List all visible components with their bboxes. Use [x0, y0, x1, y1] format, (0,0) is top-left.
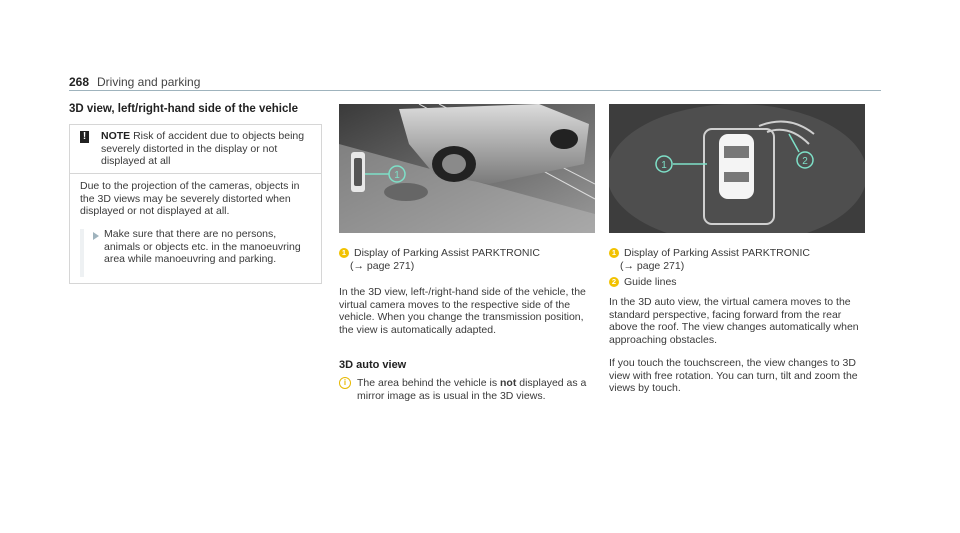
note-bullet: Make sure that there are no persons, animals or objects etc. in the manoeuvring area while manoeuvring and parking. — [104, 228, 301, 265]
note-box — [69, 124, 322, 284]
bullet-bar — [80, 229, 84, 277]
note-label: NOTE — [101, 130, 131, 142]
info-text — [357, 377, 593, 402]
page-ref-link[interactable]: (→ page 271) — [620, 259, 685, 272]
page-ref-link[interactable]: (→ page 271) — [350, 259, 415, 272]
subheading: 3D auto view — [339, 359, 407, 371]
section-title: Driving and parking — [97, 75, 201, 89]
callout-1: 1 — [661, 160, 667, 171]
legend-item — [339, 247, 579, 272]
arrow-right-icon — [93, 232, 99, 240]
legend-label: Guide lines — [624, 276, 677, 288]
callout-2: 2 — [802, 156, 808, 167]
paragraph: In the 3D auto view, the virtual camera moves to the standard perspective, facing forward from the rear above the roof. The view changes automatically when approaching obstacles. — [609, 296, 859, 346]
legend-number: 1 — [339, 248, 349, 258]
paragraph: In the 3D view, left-/right-hand side of the vehicle, the virtual camera moves to the respective side of the vehicle. When you change the transmission position, the view is automatically adapted. — [339, 286, 586, 336]
info-icon: i — [339, 377, 351, 389]
note-head-text: Risk of accident due to objects being severely distorted in the display or not displayed at all — [101, 130, 305, 167]
info-text-bold: not — [500, 377, 517, 389]
callout-1: 1 — [394, 170, 400, 181]
exclamation-icon: ! — [80, 131, 89, 143]
info-text-part: The area behind the vehicle is — [357, 377, 501, 389]
paragraph: If you touch the touchscreen, the view changes to 3D view with free rotation. You can turn, tilt and zoom the views by touch. — [609, 357, 858, 394]
auto-view-illustration — [609, 104, 865, 233]
note-head — [101, 130, 311, 168]
legend-number: 1 — [609, 248, 619, 258]
note-body: Due to the projection of the cameras, objects in the 3D views may be severely distorted when displayed or not displayed at all. — [80, 180, 300, 217]
info-text-part: displayed as a mirror image as is usual in the 3D views. — [357, 377, 587, 402]
page-number: 268 — [69, 75, 90, 89]
legend-label: Display of Parking Assist PARKTRONIC — [624, 247, 810, 259]
header-rule — [69, 90, 881, 91]
legend-label: Display of Parking Assist PARKTRONIC — [354, 247, 540, 259]
image-side-view — [339, 104, 595, 233]
section-heading: 3D view, left/right-hand side of the vehicle — [69, 103, 298, 115]
note-header — [70, 125, 321, 174]
legend-number: 2 — [609, 277, 619, 287]
side-view-illustration — [339, 104, 595, 233]
legend-item — [609, 276, 849, 289]
image-3d-auto-view — [609, 104, 865, 233]
legend-item — [609, 247, 849, 272]
